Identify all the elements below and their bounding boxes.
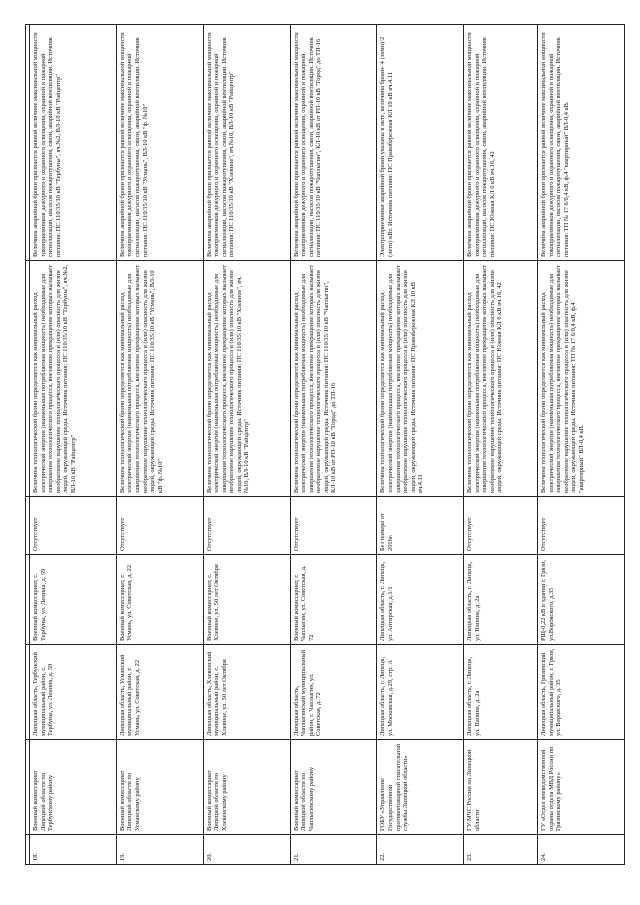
organization-name: Военный комиссариат Липецкой области по Хлевенскому району — [203, 740, 290, 835]
emergency-armor: Величина аварийной брони признается равной величине максимальной мощности токоприемников дежурного и охранного освещения, охранной и пожарной сигнализации, насосов пожаротушения, связи, аварийной вентиляции. Источник питания: ПС 110/35/10 кВ "Чаплыгин", КЛ-10 кВ от РП-10 кВ "Город" до ТП-16 — [290, 25, 377, 261]
limit-act: Отсутствует — [290, 497, 377, 555]
limit-act: Отсутствует — [116, 497, 203, 555]
organization-name: Военный комиссариат Липецкой области по Усманскому району — [116, 740, 203, 835]
organization-name: Военный комиссариат Липецкой области по Чаплыгинскому району — [290, 740, 377, 835]
technological-armor: Величина технологической брони определяется как минимальный расход электрической энергии (наименьшая потребляемая мощность) необходимые для завершения технологического процесса, внезапное прекращение которых вызывает необратимое нарушение технологического процесса и (или) опасность для жизни людей, окружающей среды. Источник питания: ПС 110/35/10 кВ "Усмань", ВЛ-10 кВ "ф. №10" — [116, 261, 203, 497]
technological-armor: Величина технологической брони определяется как минимальный расход электрической энергии (наименьшая потребляемая мощность) необходимые для завершения технологического процесса, внезапное прекращение которых вызывает необратимое нарушение технологического процесса и (или) опасность для жизни людей, окружающей среды. Источник питания: ПС 110/35/10 кВ "Хлевное", яч.№10, ВЛ-10 кВ "Райцентр" — [203, 261, 290, 497]
organization-address: Липецкая область, Грязинский муниципальный район, г. Грязи, ул. Воровского, д. 35 — [538, 645, 625, 740]
organization-name: ГУ «Отдел вневедомственной охраны отдела МВД России по Грязинскому району» — [538, 740, 625, 835]
row-number: 18. — [30, 835, 117, 865]
organization-address: Липецкая область, г. Липецк, ул. Московская, д.29, стр. А — [377, 645, 464, 740]
rotated-page — [25, 25, 625, 865]
object-location: Военный комиссариат, с. Тербуны, ул. Ленина, д. 59 — [30, 555, 117, 645]
row-number: 19. — [116, 835, 203, 865]
row-number: 21. — [290, 835, 377, 865]
technological-armor: Величина технологической брони определяется как минимальный расход электрической энергии (наименьшая потребляемая мощность) необходимые для завершения технологического процесса, внезапное прекращение которых вызывает необратимое нарушение технологического процесса и (или) опасность для жизни людей, окружающей среды. Источник питания: ТП № 17 6/0,4 кВ, ф.4 "квартирный" ВЛ-0,4 кВ. — [538, 261, 625, 497]
limit-act: Отсутствует — [538, 497, 625, 555]
armor-table — [25, 24, 625, 865]
emergency-armor: Электроприемники аварийной брони указаны в акте, величина брони- 4 (зимн)/2 (летн) кВт. Источник питания: ПС Правобережная КЛ 10 кВ яч.4.11 — [377, 25, 464, 261]
object-location: Военный комиссариат, с. Хлевное, ул. 50 лет Октября — [203, 555, 290, 645]
row-number: 22. — [377, 835, 464, 865]
row-number: 23. — [464, 835, 538, 865]
emergency-armor: Величина аварийной брони признается равной величине максимальной мощности токоприемников дежурного и охранного освещения, охранной и пожарной сигнализации, насосов пожаротушения, связи, аварийной вентиляции. Источник питания: ПС Южная КЛ 6 кВ яч.16, 42 — [464, 25, 538, 261]
object-location: Военный комиссариат, г. Чаплыгин, ул. Советская, д. 72 — [290, 555, 377, 645]
object-location: Военный комиссариат, г. Усмань, ул. Советская, д. 22 — [116, 555, 203, 645]
table-row — [290, 25, 377, 865]
technological-armor: Величина технологической брони определяется как минимальный расход электрической энергии (наименьшая потребляемая мощность) необходимые для завершения технологического процесса, внезапное прекращение которых вызывает необратимое нарушение технологического процесса и (или) опасность для жизни людей, окружающей среды. Источник питания: ПС Правобережная КЛ 10 кВ яч.4.11 — [377, 261, 464, 497]
technological-armor: Величина технологической брони определяется как минимальный расход электрической энергии (наименьшая потребляемая мощность) необходимые для завершения технологического процесса, внезапное прекращение которых вызывает необратимое нарушение технологического процесса и (или) опасность для жизни людей, окружающей среды. Источник питания: ПС 110/35/10 кВ "Тербуны", яч.№2, ВЛ-10 кВ "Райцентр" — [30, 261, 117, 497]
table-row — [464, 25, 538, 865]
table-row — [116, 25, 203, 865]
table-row — [203, 25, 290, 865]
emergency-armor: Величина аварийной брони признается равной величине максимальной мощности токоприемников дежурного и охранного освещения, охранной и пожарной сигнализации, насосов пожаротушения, связи, аварийной вентиляции. Источник питания: ПС 110/35/10 кВ "Тербуны", яч.№2, ВЛ-10 кВ "Райцентр" — [30, 25, 117, 261]
organization-address: Липецкая область, Усманский муниципальный район, г. Усмань, ул. Советская, д. 22 — [116, 645, 203, 740]
emergency-armor: Величина аварийной брони признается равной величине максимальной мощности токоприемников дежурного и охранного освещения, охранной и пожарной сигнализации, насосов пожаротушения, связи, аварийной вентиляции. Источник питания: ТП № 17 6/0,4 кВ, ф.4 "квартирный" ВЛ-0,4 кВ. — [538, 25, 625, 261]
organization-name: ГОБУ «Управление Государственной противопожарной спасательной службы Липецкой области» — [377, 740, 464, 835]
object-location: Липецкая область, г. Липецк, ул. Антирская, д.1/1 — [377, 555, 464, 645]
organization-name: Военный комиссариат Липецкой области по Тербунскому району — [30, 740, 117, 835]
object-location: Липецкая область, г. Липецк, ул. Папина, д. 2а — [464, 555, 538, 645]
emergency-armor: Величина аварийной брони признается равной величине максимальной мощности токоприемников дежурного и охранного освещения, охранной и пожарной сигнализации, насосов пожаротушения, связи, аварийной вентиляции. Источник питания: ПС 110/35/10 кВ "Усмань", ВЛ-10 кВ "ф. №10" — [116, 25, 203, 261]
organization-address: Липецкая область, Хлевенский муниципальный район, с. Хлевное, ул. 50 лет Октября — [203, 645, 290, 740]
organization-address: Липецкая область, Чаплыгинский муниципальный район, г. Чаплыгин, ул. Советская, д. 72 — [290, 645, 377, 740]
limit-act: Без номера от 2016г. — [377, 497, 464, 555]
row-number: 24. — [538, 835, 625, 865]
table-row — [377, 25, 464, 865]
emergency-armor: Величина аварийной брони признается равной величине максимальной мощности токоприемников дежурного и охранного освещения, охранной и пожарной сигнализации, насосов пожаротушения, связи, аварийной вентиляции. Источник питания: ПС 110/35/10 кВ "Хлевное", яч.№10, ВЛ-10 кВ "Райцентр" — [203, 25, 290, 261]
organization-address: Липецкая область, г. Липецк, ул. Папина, д. 2а — [464, 645, 538, 740]
row-number: 20. — [203, 835, 290, 865]
technological-armor: Величина технологической брони определяется как минимальный расход электрической энергии (наименьшая потребляемая мощность) необходимые для завершения технологического процесса, внезапное прекращение которых вызывает необратимое нарушение технологического процесса и (или) опасность для жизни людей, окружающей среды. Источник питания: ПС Южная КЛ 6 кВ яч.16, 42 — [464, 261, 538, 497]
organization-address: Липецкая область, Тербунский муниципальный район, с. Тербуны, ул. Ленина, д. 59 — [30, 645, 117, 740]
table-row — [30, 25, 117, 865]
table-row — [538, 25, 625, 865]
organization-name: ГУ МЧС России по Липецкой области — [464, 740, 538, 835]
limit-act: Отсутствует — [203, 497, 290, 555]
object-location: РЩ-0,22 кВ в здании г. Грязи, ул.Воровского, д.35 — [538, 555, 625, 645]
technological-armor: Величина технологической брони определяется как минимальный расход электрической энергии (наименьшая потребляемая мощность) необходимые для завершения технологического процесса, внезапное прекращение которых вызывает необратимое нарушение технологического процесса и (или) опасность для жизни людей, окружающей среды. Источник питания: ПС 110/35/10 кВ "Чаплыгин", КЛ-10 кВ от РП-10 кВ "Город" до ТП-16 — [290, 261, 377, 497]
limit-act: Отсутствует — [30, 497, 117, 555]
limit-act: Отсутствует — [464, 497, 538, 555]
